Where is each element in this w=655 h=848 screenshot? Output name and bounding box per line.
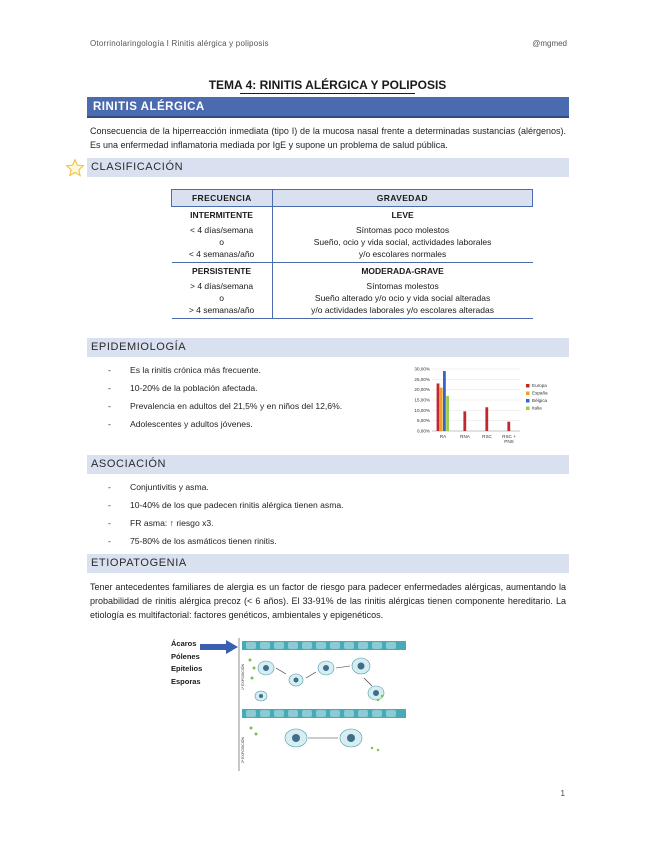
allergen-label: Epitelios: [171, 664, 203, 673]
cell-line: < 4 semanas/año: [188, 249, 255, 259]
chart-bar: [485, 407, 488, 431]
chart-xtick-label: RSC +: [502, 434, 516, 439]
chart-bar: [443, 371, 446, 431]
allergen-label: Esporas: [171, 676, 201, 686]
col-header-gravedad: GRAVEDAD: [272, 190, 532, 207]
chart-bar: [437, 383, 440, 431]
section-clasificacion: CLASIFICACIÓN: [87, 158, 569, 177]
chart-legend-swatch: [526, 407, 530, 411]
classification-table: [171, 189, 533, 319]
chart-legend-swatch: [526, 392, 530, 396]
chart-ytick-label: 0,00%: [416, 428, 430, 434]
cell-title: INTERMITENTE: [190, 210, 253, 220]
chart-xtick-label: RNA: [460, 434, 470, 439]
star-icon: [65, 158, 85, 178]
chart-legend-label: Bélgica: [532, 398, 548, 403]
running-header: Otorrinolaringología I Rinitis alérgica y poliposis: [90, 39, 269, 48]
chart-ytick-label: 15,00%: [414, 397, 430, 403]
chart-legend-label: Italia: [532, 405, 542, 411]
cell-line: Sueño, ocio y vida social, actividades laborales: [313, 237, 492, 247]
page-title: TEMA 4: RINITIS ALÉRGICA Y POLIPOSIS: [208, 78, 447, 92]
chart-legend-label: España: [532, 390, 548, 396]
cell-line: o: [219, 293, 224, 303]
svg-text:1ª EXPOSICIÓN: 1ª EXPOSICIÓN: [241, 664, 245, 690]
chart-ytick-label: 20,00%: [414, 387, 430, 393]
cell-title: PERSISTENTE: [192, 266, 252, 276]
allergen-label: Ácaros: [171, 639, 197, 648]
arrow-right-icon: [200, 640, 238, 654]
title-underline: [240, 93, 415, 94]
chart-xtick-label: PNS: [504, 439, 514, 444]
chart-bar: [446, 396, 449, 431]
intro-paragraph: Consecuencia de la hiperreacción inmediata (tipo I) de la mucosa nasal frente a determinadas sustancias (alérgenos). Es una enfermedad inflamatoria mediada por IgE y supone un problema de salud pública.: [90, 126, 566, 150]
etiopatogenia-paragraph: Tener antecedentes familiares de alergia es un factor de riesgo para padecer enfermedades alérgicas, aumentando la probabilidad de rinitis alérgica precoz (< 6 años). El 33-91% de las rinitis alérgicas tienen componente hereditario. La etiología es multifactorial: factores genéticos, ambientales y epigenéticos.: [90, 582, 566, 620]
chart-ytick-label: 25,00%: [414, 376, 430, 382]
cell-title: MODERADA-GRAVE: [361, 266, 444, 276]
chart-legend-label: Europa: [532, 383, 547, 388]
chart-xtick-label: RSC: [482, 434, 492, 439]
chart-ytick-label: 30,00%: [414, 366, 430, 372]
svg-text:2ª EXPOSICIÓN: 2ª EXPOSICIÓN: [241, 737, 245, 763]
author-handle: @mgmed: [532, 39, 567, 48]
allergic-reaction-diagram: [236, 638, 406, 771]
chart-bar: [463, 411, 466, 431]
cell-title: LEVE: [391, 210, 414, 220]
chart-legend-swatch: [526, 384, 530, 388]
chart-bar: [440, 388, 443, 431]
cell-line: < 4 días/semana: [190, 225, 254, 235]
chart-ytick-label: 5,00%: [416, 418, 430, 424]
cell-line: > 4 días/semana: [190, 281, 254, 291]
cell-line: > 4 semanas/año: [188, 305, 255, 315]
allergen-label: Pólenes: [171, 651, 200, 661]
section-epidemiologia: EPIDEMIOLOGÍA: [87, 338, 569, 357]
allergen-list: [171, 638, 202, 688]
col-header-frecuencia: FRECUENCIA: [172, 190, 273, 207]
cell-line: y/o escolares normales: [358, 249, 447, 259]
chart-ytick-label: 10,00%: [414, 407, 430, 413]
prevalence-bar-chart: [398, 363, 568, 458]
chart-legend-swatch: [526, 399, 530, 403]
cell-line: y/o actividades laborales y/o escolares alteradas: [311, 305, 494, 315]
chart-xtick-label: RA: [439, 434, 447, 439]
cell-line: Síntomas poco molestos: [356, 225, 450, 235]
cell-leve: [272, 207, 532, 263]
section-rinitis-alergica: RINITIS ALÉRGICA: [87, 97, 569, 118]
page-number: 1: [560, 789, 565, 798]
section-asociacion: ASOCIACIÓN: [87, 455, 569, 474]
cell-line: o: [219, 237, 224, 247]
cell-moderada-grave: [272, 263, 532, 319]
cell-line: Síntomas molestos: [366, 281, 439, 291]
chart-bar: [507, 422, 510, 431]
cell-intermitente: [172, 207, 273, 263]
section-etiopatogenia: ETIOPATOGENIA: [87, 554, 569, 573]
cell-persistente: [172, 263, 273, 319]
cell-line: Sueño alterado y/o ocio y vida social alteradas: [314, 293, 491, 303]
